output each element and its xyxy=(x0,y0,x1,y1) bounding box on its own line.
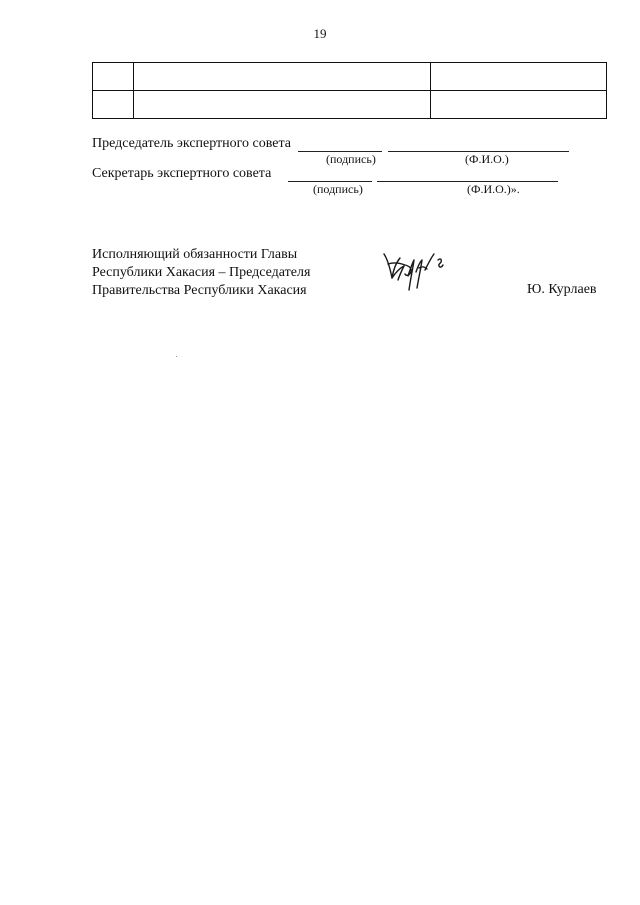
chairman-signature-caption: (подпись) xyxy=(326,152,376,166)
scan-speck xyxy=(176,356,177,357)
table-cell xyxy=(93,63,134,91)
form-table xyxy=(92,62,607,119)
table-cell xyxy=(134,63,431,91)
secretary-label: Секретарь экспертного совета xyxy=(92,166,272,181)
table-cell xyxy=(93,91,134,119)
closing-title-line: Республики Хакасия – Председателя xyxy=(92,265,311,280)
secretary-signature-caption: (подпись) xyxy=(313,182,363,196)
secretary-name-caption: (Ф.И.О.)». xyxy=(467,182,520,196)
chairman-label: Председатель экспертного совета xyxy=(92,136,292,151)
table-row xyxy=(93,63,607,91)
closing-title xyxy=(92,246,310,300)
handwritten-signature-icon xyxy=(378,246,458,296)
table-cell xyxy=(134,91,431,119)
table-cell xyxy=(431,91,607,119)
table-row xyxy=(93,91,607,119)
table-cell xyxy=(431,63,607,91)
page-number: 19 xyxy=(313,26,327,41)
signer-name: Ю. Курлаев xyxy=(527,282,597,297)
chairman-name-caption: (Ф.И.О.) xyxy=(465,152,509,166)
closing-title-line: Исполняющий обязанности Главы xyxy=(92,247,298,262)
closing-title-line: Правительства Республики Хакасия xyxy=(92,283,307,298)
